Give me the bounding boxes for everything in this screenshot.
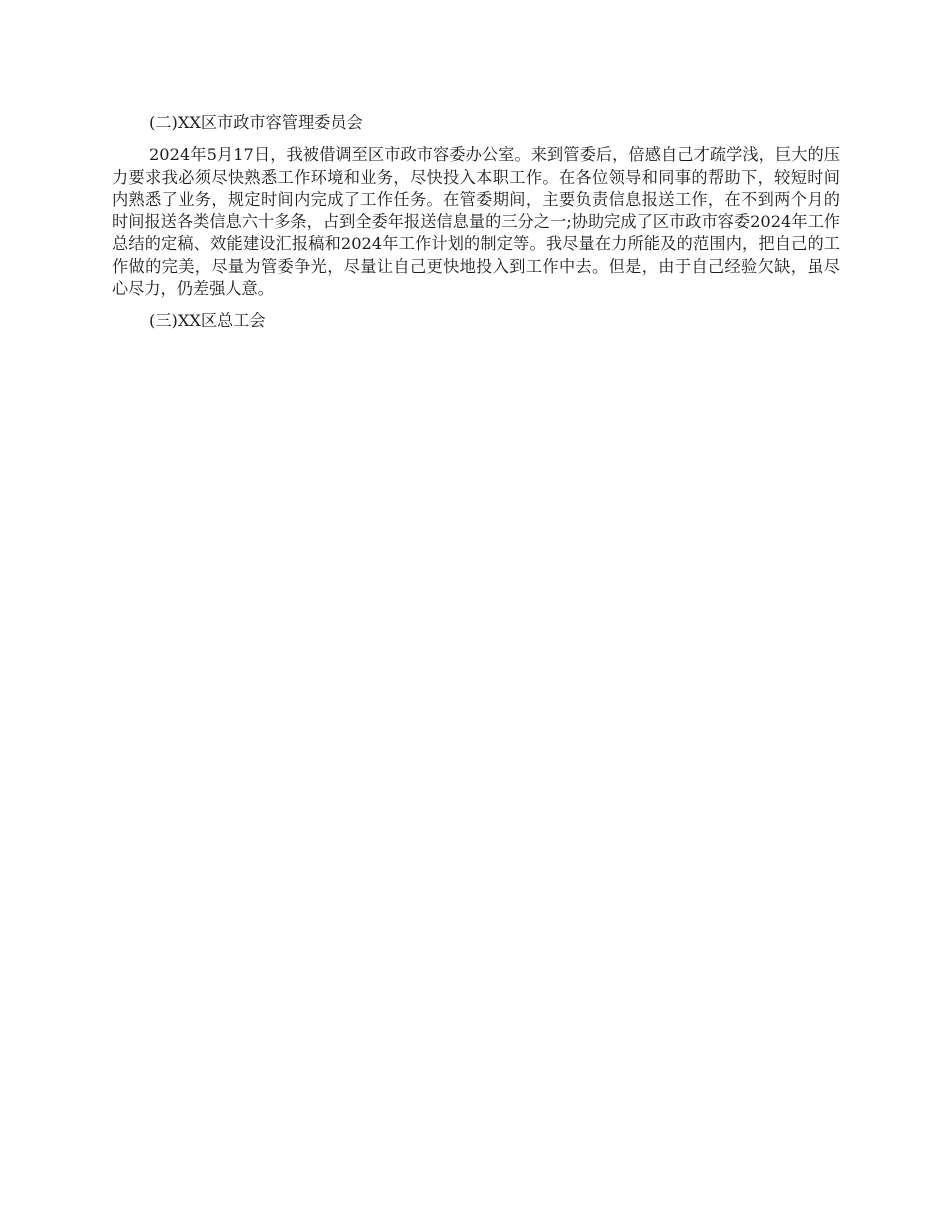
section-heading-3: (三)XX区总工会: [149, 311, 266, 331]
document-page: [112, 108, 840, 343]
section-heading-2: (二)XX区市政市容管理委员会: [149, 113, 363, 132]
body-paragraph: 2024年5月17日，我被借调至区市政市容委办公室。来到管委后，倍感自己才疏学浅，巨大的压力要求我必须尽快熟悉工作环境和业务，尽快投入本职工作。在各位领导和同事的帮助下，较短时间内熟悉了业务，规定时间内完成了工作任务。在管委期间，主要负责信息报送工作，在不到两个月的时间报送各类信息六十多条，占到全委年报送信息量的三分之一;协助完成了区市政市容委2024年工作总结的定稿、效能建设汇报稿和2024年工作计划的制定等。我尽量在力所能及的范围内，把自己的工作做的完美，尽量为管委争光，尽量让自己更快地投入到工作中去。但是，由于自己经验欠缺，虽尽心尽力，仍差强人意。: [112, 145, 840, 299]
